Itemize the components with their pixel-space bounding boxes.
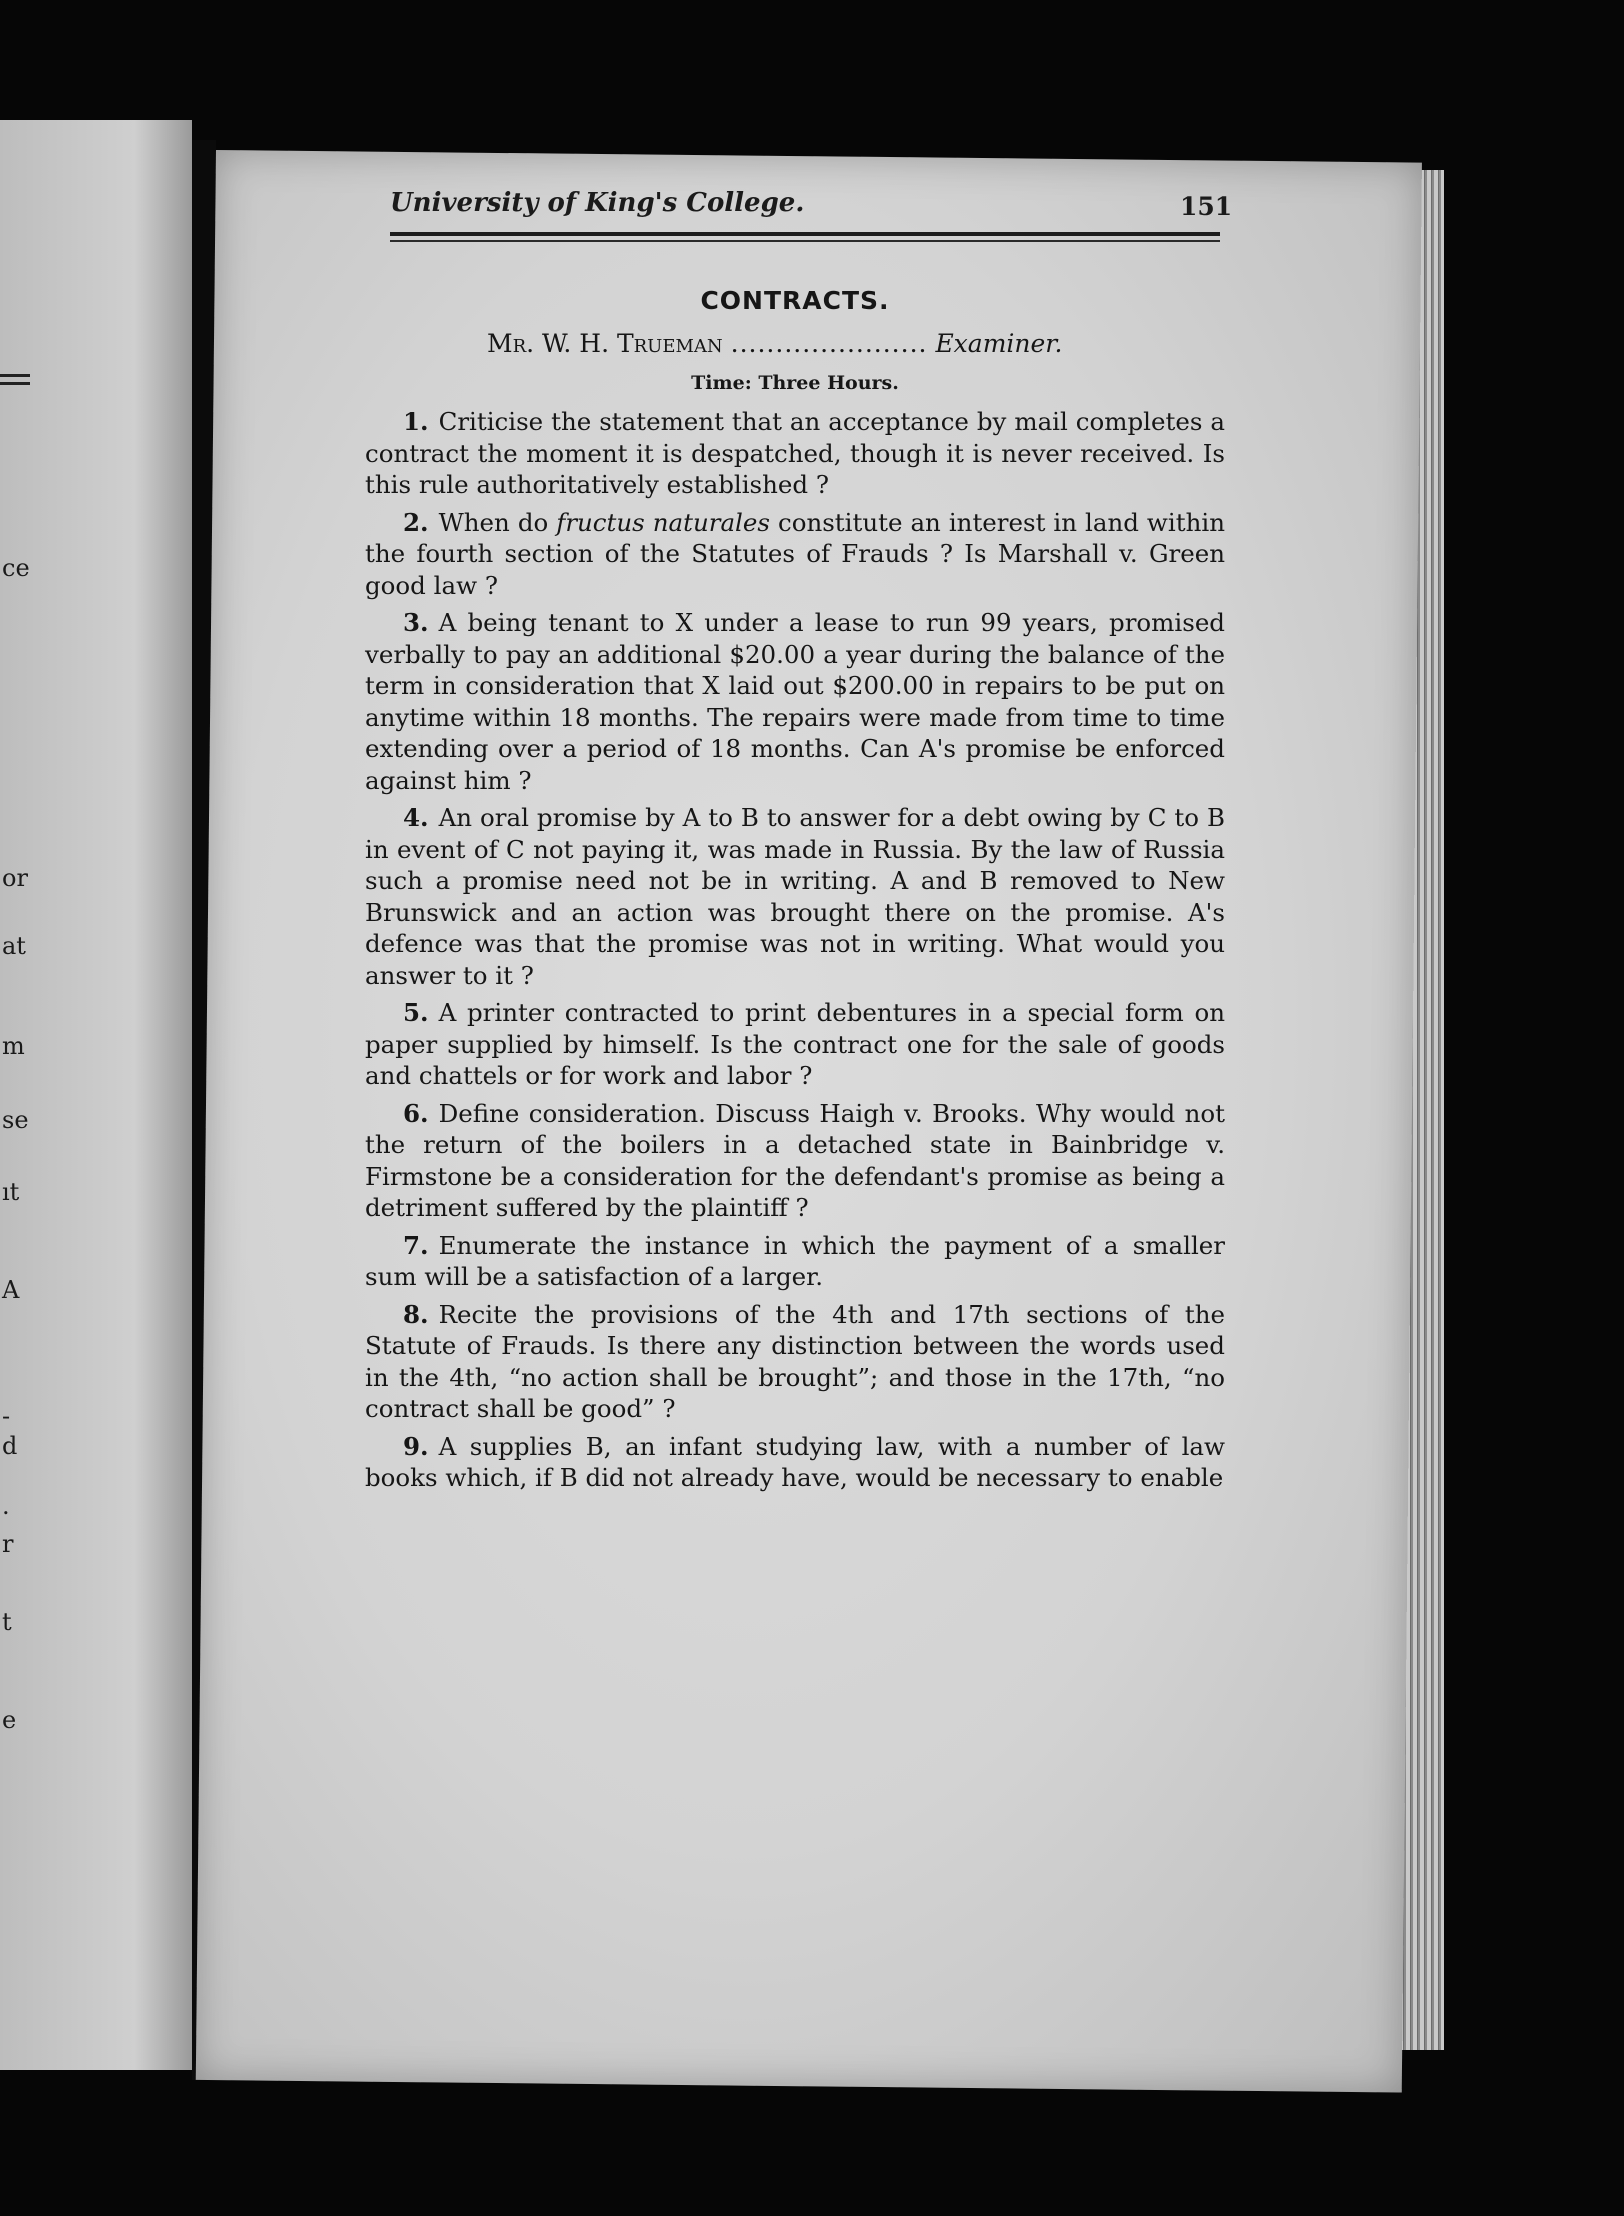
examiner-dots: ...................... [730,329,928,358]
left-page-fragment: - [2,1402,11,1430]
left-page-fragment: e [2,1706,17,1734]
question-number: 5. [403,998,429,1027]
question [365,1230,1225,1293]
question-number: 3. [403,608,429,637]
left-page-fragment: . [2,1492,10,1520]
question-text: Define consideration. Discuss Haigh v. Brooks. Why would not the return of the boilers in a detached state in Bainbridge v. Firmstone be a consideration for the defendant's promise as being a detriment suffered by the plaintiff ? [365,1098,1225,1222]
question-text: Criticise the statement that an acceptance by mail completes a contract the moment it is despatched, though it is never received. Is this rule authoritatively established ? [365,407,1225,499]
question-number: 8. [403,1299,429,1329]
question-number: 1. [403,407,429,436]
left-page-fragment: t [2,1608,12,1636]
left-page-fragment: A [2,1276,20,1304]
question [365,406,1225,501]
page-header [390,188,1233,228]
question-text: Enumerate the instance in which the payment of a smaller sum will be a satisfaction of a larger. [365,1230,1225,1291]
question [365,1299,1225,1425]
exam-content [365,286,1225,1500]
left-page-fragment: se [2,1106,29,1134]
header-rule [390,240,1220,242]
question [365,1431,1225,1494]
left-page-fragment: m [2,1032,25,1060]
left-page-fragment: at [2,932,26,960]
question-text: A printer contracted to print debentures in a special form on paper supplied by himself. Is the contract one for the sale of goods and chattels or for work and labor ? [365,998,1225,1090]
question-number: 4. [403,803,429,832]
header-rule [390,232,1220,236]
examiner-name: Mr. W. H. Trueman [487,329,723,358]
question-text: Recite the provisions of the 4th and 17th sections of the Statute of Frauds. Is there any distinction between the words used in the 4th, “no action shall be brought”; and those in the 17th, “no contract shall be good” ? [365,1299,1225,1423]
left-page [0,120,192,2070]
page-number: 151 [1180,192,1233,221]
question-number: 2. [403,507,429,537]
left-page-fragment: ce [2,554,30,582]
question [365,507,1225,602]
left-page-fragment: ıt [2,1178,20,1206]
question [365,997,1225,1092]
left-page-rule [0,382,30,385]
question-number: 6. [403,1098,429,1128]
question [365,1098,1225,1224]
question-text: A supplies B, an infant studying law, with a number of law books which, if B did not already have, would be necessary to enable [365,1431,1225,1492]
question-number: 7. [403,1230,429,1260]
question [365,802,1225,991]
left-page-fragment: d [2,1432,18,1460]
section-title: CONTRACTS. [700,286,890,315]
left-page-fragment: r [2,1530,14,1558]
left-page-rule [0,374,30,377]
examiner-role: Examiner. [935,329,1063,358]
question-number: 9. [403,1431,429,1461]
question [365,607,1225,796]
question-italic-term: fructus naturales [556,507,770,537]
question-text: When do [438,507,557,537]
question-text: A being tenant to X under a lease to run 99 years, promised verbally to pay an additional $20.00 a year during the balance of the term in consideration that X laid out $200.00 in repairs to be put on anytime within 18 months. The repairs were made from time to time extending over a period of 18 months. Can A's promise be enforced against him ? [365,608,1225,795]
time-allowed: Time: Three Hours. [691,372,899,394]
running-title: University of King's College. [390,188,805,218]
examiner-line [487,329,1225,358]
question-text: An oral promise by A to B to answer for a debt owing by C to B in event of C not paying it, was made in Russia. By the law of Russia such a promise need not be in writing. A and B removed to New Brunswick and an action was brought there on the promise. A's defence was that the promise was not in writing. What would you answer to it ? [365,803,1225,990]
left-page-fragment: or [2,864,28,892]
question-text: constitute an interest in land within the fourth section of the Statutes of Frauds ? Is Marshall v. Green good law ? [365,507,1225,600]
